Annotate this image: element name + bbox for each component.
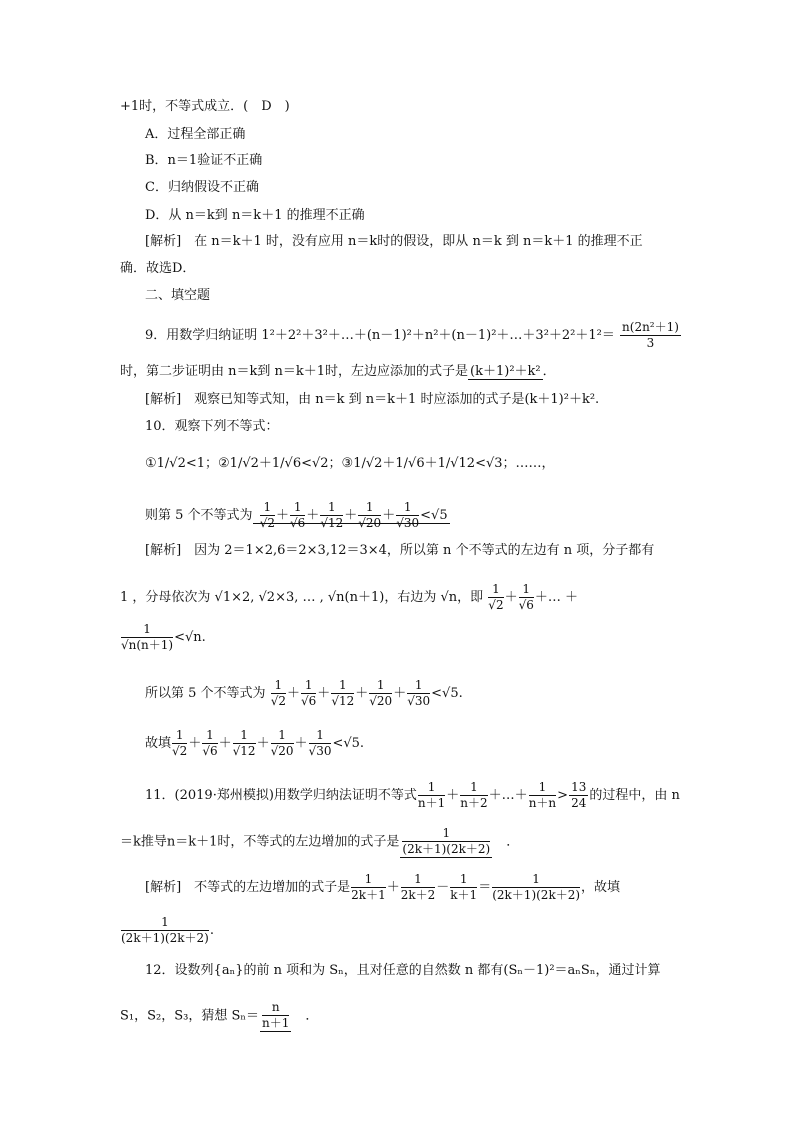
q9-stem-2 xyxy=(120,362,556,382)
q10-fifth-prefix: 则第 5 个不等式为 xyxy=(145,508,253,523)
q11-stem-1: 11．(2019·郑州模拟)用数学归纳法证明不等式 $\frac{1}{n+1}$ ＋ $\frac{1}{n+2}$ ＋…＋ $\frac{1}{n+n}$ > $\frac{13}{24}$ 的过程中，由 n xyxy=(145,780,680,810)
q10-fill: 故填 $\frac{1}{√2}$ ＋ $\frac{1}{√6}$ ＋ $\frac{1}{√12}$ ＋ $\frac{1}{√20}$ ＋ $\frac{1}{√30}$ <√5. xyxy=(145,728,365,758)
q11-analysis: [解析] 不等式的左边增加的式子是 $\frac{1}{2k+1}$ ＋ $\frac{1}{2k+2}$ － $\frac{1}{k+1}$ ＝ $\frac{1}{(2k+1)(2k+2)}$ ，故填 xyxy=(145,872,621,902)
q9-rhs-den: 3 xyxy=(646,336,655,350)
q9-answer: (k＋1)²＋k² xyxy=(470,364,541,379)
q10-fifth xyxy=(145,500,450,531)
q8-analysis-line2: 确．故选D． xyxy=(120,261,196,276)
q9-stem-text: 9．用数学归纳证明 1²＋2²＋3²＋…＋(n－1)²＋n²＋(n－1)²＋…＋3²＋2²＋1²＝ xyxy=(145,328,615,343)
q10-analysis-3: $\frac{1}{√n(n+1)}$ <√n. xyxy=(121,622,206,652)
q9-rhs-fraction xyxy=(620,320,681,351)
q12-answer: $\frac{n}{n+1}$ xyxy=(262,1000,290,1030)
q10-inequalities: ①1/√2<1；②1/√2＋1/√6<√2；③1/√2＋1/√6＋1/√12<√3；……， xyxy=(145,456,555,471)
q9-rhs-num: n(2n²＋1) xyxy=(622,320,679,334)
q10-stem: 10．观察下列不等式： xyxy=(145,419,279,434)
q9-period: ． xyxy=(542,364,556,379)
q8-option-a: A．过程全部正确 xyxy=(145,127,246,142)
q10-analysis-2: 1 ，分母依次为 √1×2, √2×3, … , √n(n＋1)，右边为 √n，即 $\frac{1}{√2}$ ＋ $\frac{1}{√6}$ ＋… ＋ xyxy=(120,582,579,612)
q12-stem-2: S₁，S₂，S₃，猜想 Sₙ＝ $\frac{n}{n+1}$ ． xyxy=(120,1000,319,1030)
q10-fifth-answer: $\frac{1}{√2}$ ＋ $\frac{1}{√6}$ ＋ $\frac{1}{√12}$ ＋ $\frac{1}{√20}$ ＋ $\frac{1}{√30}$ <√5 xyxy=(253,508,450,524)
q9-stem xyxy=(145,320,682,351)
q11-stem-2: ＝k推导n＝k＋1时，不等式的左边增加的式子是 $\frac{1}{(2k+1)(2k+2)}$ ． xyxy=(120,826,520,856)
q8-option-b: B．n＝1验证不正确 xyxy=(145,153,263,168)
q8-option-c: C．归纳假设不正确 xyxy=(145,180,259,195)
q9-analysis: [解析] 观察已知等式知，由 n＝k 到 n＝k＋1 时应添加的式子是(k＋1)²＋k². xyxy=(145,392,600,407)
q10-analysis-1: [解析] 因为 2＝1×2,6＝2×3,12＝3×4，所以第 n 个不等式的左边有 n 项，分子都有 xyxy=(145,543,655,558)
q8-tail: +1时，不等式成立．( D ) xyxy=(120,99,290,114)
q9-stem-2-text: 时，第二步证明由 n＝k到 n＝k＋1时，左边应添加的式子是 xyxy=(120,364,469,379)
q12-stem-1: 12．设数列{aₙ}的前 n 项和为 Sₙ，且对任意的自然数 n 都有(Sₙ－1)²＝aₙSₙ，通过计算 xyxy=(145,963,661,978)
q8-analysis-line1: [解析] 在 n＝k＋1 时，没有应用 n＝k时的假设，即从 n＝k 到 n＝k＋1 的推理不正 xyxy=(145,234,643,249)
section-heading: 二、填空题 xyxy=(145,288,211,303)
q11-answer: $\frac{1}{(2k+1)(2k+2)}$ xyxy=(402,826,491,856)
q11-analysis-answer: $\frac{1}{(2k+1)(2k+2)}$ . xyxy=(121,915,214,945)
q10-analysis-2-text: 1 ，分母依次为 √1×2, √2×3, … , √n(n＋1)，右边为 √n，即 xyxy=(120,590,484,605)
q10-so: 所以第 5 个不等式为 $\frac{1}{√2}$ ＋ $\frac{1}{√6}$ ＋ $\frac{1}{√12}$ ＋ $\frac{1}{√20}$ ＋ $\frac{1}{√30}$ <√5. xyxy=(145,678,463,708)
q8-option-d: D．从 n＝k到 n＝k＋1 的推理不正确 xyxy=(145,208,365,223)
